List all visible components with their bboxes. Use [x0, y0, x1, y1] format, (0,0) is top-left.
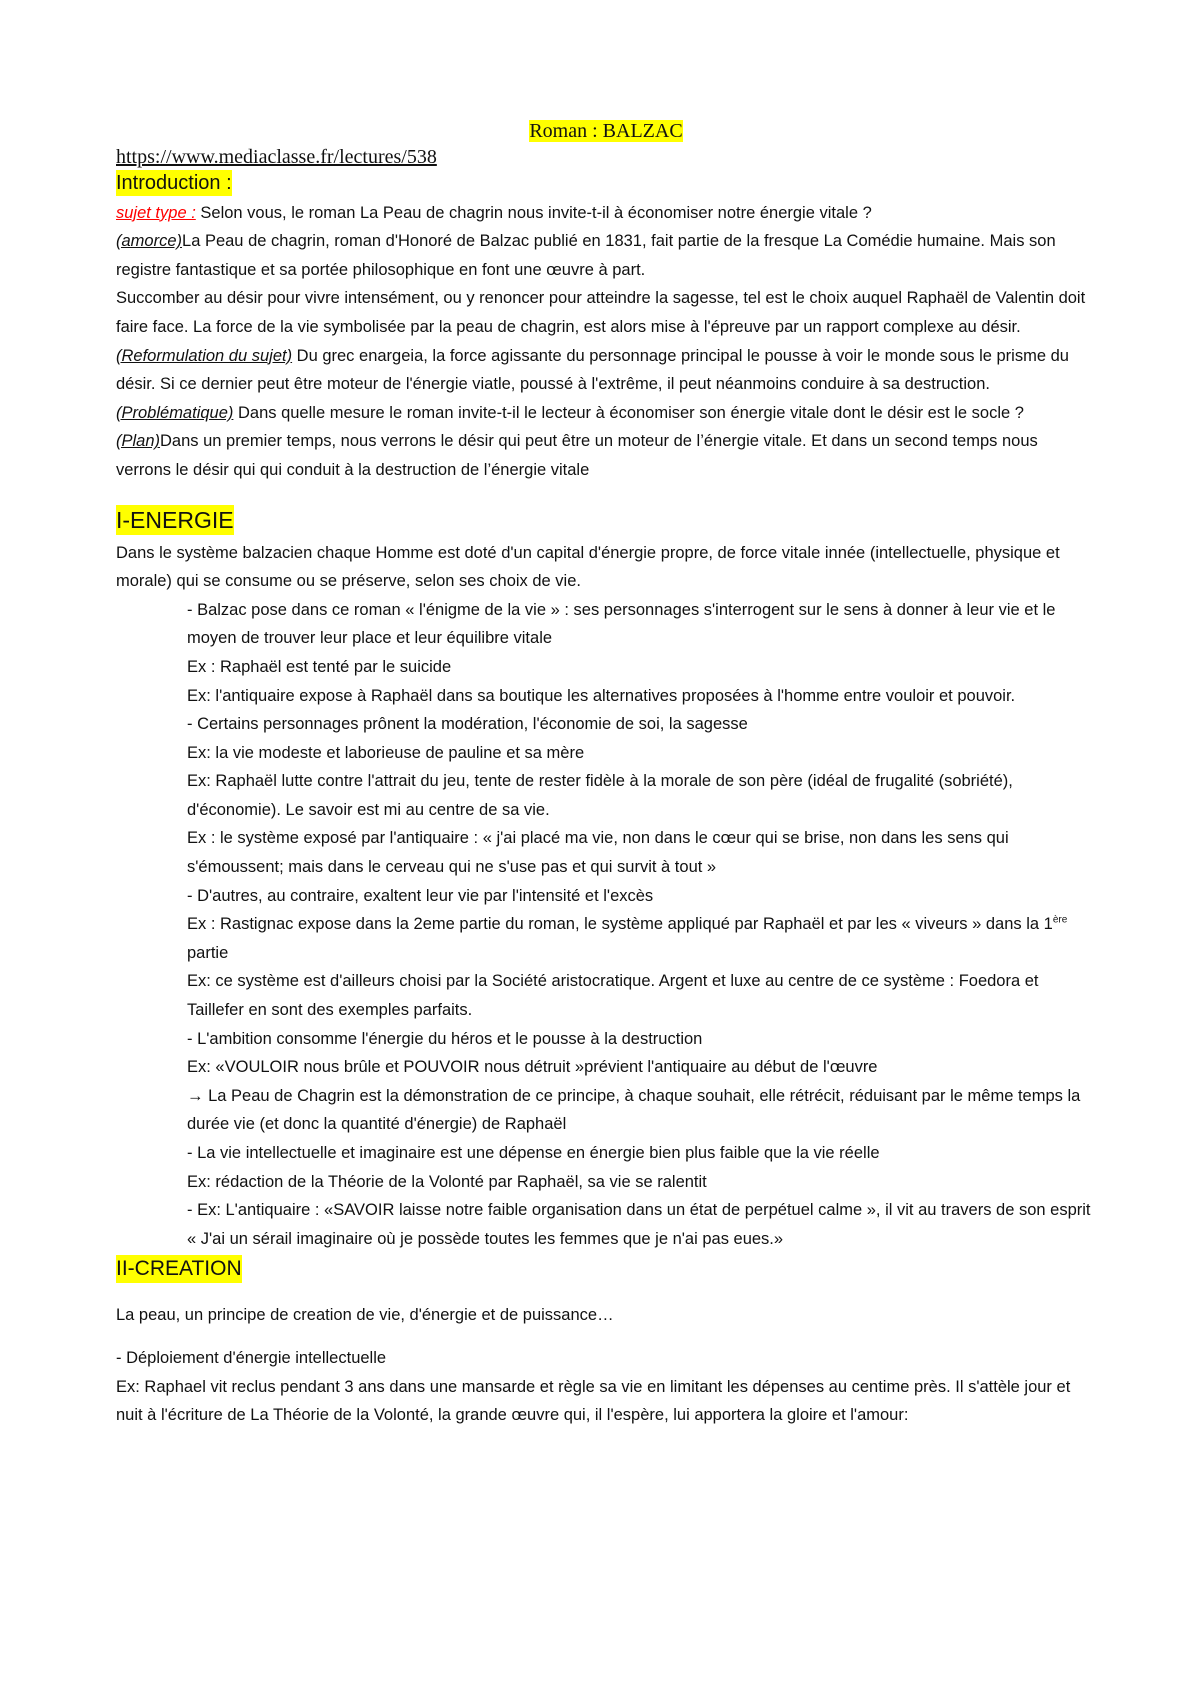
plan-text: Dans un premier temps, nous verrons le désir qui peut être un moteur de l’énergie vitale. Et dans un second temps nous verrons le désir qui qui conduit à la destruction de l’énergie vitale: [116, 432, 1038, 479]
list-item: [187, 910, 1096, 967]
amorce-paragraph-2: Succomber au désir pour vivre intensément, ou y renoncer pour atteindre la sagesse, tel est le choix auquel Raphaël de Valentin doit faire face. La force de la vie symbolisée par la peau de chagrin, est alors mise à l'épreuve par un rapport complexe au désir.: [116, 289, 1086, 336]
reformulation-label: (Reformulation du sujet): [116, 346, 293, 365]
reformulation-text: Du grec enargeia, la force agissante du personnage principal le pousse à voir le monde sous le prisme du désir. Si ce dernier peut être moteur de l'énergie viatle, poussé à l'extrême, il peut néanmoins conduire à sa destruction.: [116, 346, 1069, 394]
energie-intro: Dans le système balzacien chaque Homme est doté d'un capital d'énergie propre, de force vitale innée (intellectuelle, physique et morale) qui se consume ou se préserve, selon ses choix de vie.: [116, 543, 1060, 591]
list-item: Ex : Raphaël est tenté par le suicide: [187, 657, 452, 676]
creation-subheading: - Déploiement d'énergie intellectuelle: [116, 1348, 387, 1367]
source-link[interactable]: https://www.mediaclasse.fr/lectures/538: [116, 146, 437, 168]
energie-list: [116, 596, 1096, 1254]
creation-example: Ex: Raphael vit reclus pendant 3 ans dans une mansarde et règle sa vie en limitant les dépenses au centime près. Il s'attèle jour et nuit à l'écriture de La Théorie de la Volonté, la grande œuvre qui, il l'espère, lui apportera la gloire et l'amour:: [116, 1377, 1071, 1425]
plan-label: (Plan): [116, 432, 161, 451]
list-item: Ex: rédaction de la Théorie de la Volonté par Raphaël, sa vie se ralentit: [187, 1172, 707, 1191]
list-item: - La vie intellectuelle et imaginaire est une dépense en énergie bien plus faible que la vie réelle: [187, 1144, 880, 1162]
list-item: Ex: Raphaël lutte contre l'attrait du jeu, tente de rester fidèle à la morale de son père (idéal de frugalité (sobriété), d'économie). Le savoir est mi au centre de sa vie.: [187, 772, 1013, 819]
list-item: Ex: ce système est d'ailleurs choisi par la Société aristocratique. Argent et luxe au centre de ce système : Foedora et Taillefer en sont des exemples parfaits.: [187, 972, 1039, 1020]
list-item: - D'autres, au contraire, exaltent leur vie par l'intensité et l'excès: [187, 886, 654, 905]
section-heading-creation: II-CREATION: [116, 1255, 242, 1283]
document-content: [116, 118, 1096, 1430]
list-item: Ex : le système exposé par l'antiquaire : « j'ai placé ma vie, non dans le cœur qui se brise, non dans les sens qui s'émoussent; mais dans le cerveau qui ne s'use pas et qui survit à tout »: [187, 829, 1009, 877]
list-item: - L'ambition consomme l'énergie du héros et le pousse à la destruction: [187, 1029, 703, 1048]
superscript: ère: [1052, 914, 1068, 926]
reformulation-paragraph: [116, 342, 1096, 399]
creation-intro: La peau, un principe de creation de vie, d'énergie et de puissance…: [116, 1306, 614, 1325]
list-item-text: partie: [187, 943, 229, 962]
section-heading-energie: I-ENERGIE: [116, 506, 234, 533]
list-item: - Balzac pose dans ce roman « l'énigme de la vie » : ses personnages s'interrogent sur le sens à donner à leur vie et le moyen de trouver leur place et leur équilibre vitale: [187, 600, 1056, 648]
list-item: Ex: la vie modeste et laborieuse de pauline et sa mère: [187, 743, 585, 762]
list-item: - Certains personnages prônent la modération, l'économie de soi, la sagesse: [187, 715, 748, 734]
list-item: Ex: l'antiquaire expose à Raphaël dans sa boutique les alternatives proposées à l'homme entre vouloir et pouvoir.: [187, 686, 1016, 705]
introduction-heading: Introduction :: [116, 172, 232, 194]
list-item: Ex: «VOULOIR nous brûle et POUVOIR nous détruit »prévient l'antiquaire au début de l'œuvre: [187, 1058, 878, 1077]
list-item: - Ex: L'antiquaire : «SAVOIR laisse notre faible organisation dans un état de perpétuel calme », il vit au travers de son esprit « J'ai un sérail imaginaire où je possède toutes les femmes que je n'ai pas eues.»: [187, 1201, 1091, 1248]
problematique-text: Dans quelle mesure le roman invite-t-il le lecteur à économiser son énergie vitale dont le désir est le socle ?: [233, 403, 1024, 422]
amorce-paragraph: [116, 227, 1096, 284]
problematique-paragraph: [116, 399, 1096, 428]
sujet-text: Selon vous, le roman La Peau de chagrin nous invite-t-il à économiser notre énergie vitale ?: [195, 203, 872, 222]
amorce-text: La Peau de chagrin, roman d'Honoré de Balzac publié en 1831, fait partie de la fresque La Comédie humaine. Mais son registre fantastique et sa portée philosophique en font une œuvre à part.: [116, 232, 1056, 279]
sujet-label: sujet type :: [116, 203, 196, 222]
sujet-paragraph: [116, 199, 1096, 228]
amorce-label: (amorce): [116, 232, 183, 251]
list-item: → La Peau de Chagrin est la démonstration de ce principe, à chaque souhait, elle rétrécit, réduisant par le même temps la durée vie (et donc la quantité d'énergie) de Raphaël: [187, 1086, 1081, 1134]
problematique-label: (Problématique): [116, 403, 234, 422]
list-item-text: Ex : Rastignac expose dans la 2eme partie du roman, le système appliqué par Raphaël et par les « viveurs » dans la 1: [187, 915, 1053, 934]
title-line: [116, 118, 1096, 144]
plan-paragraph: [116, 427, 1096, 484]
page-title: Roman : BALZAC: [529, 120, 683, 142]
